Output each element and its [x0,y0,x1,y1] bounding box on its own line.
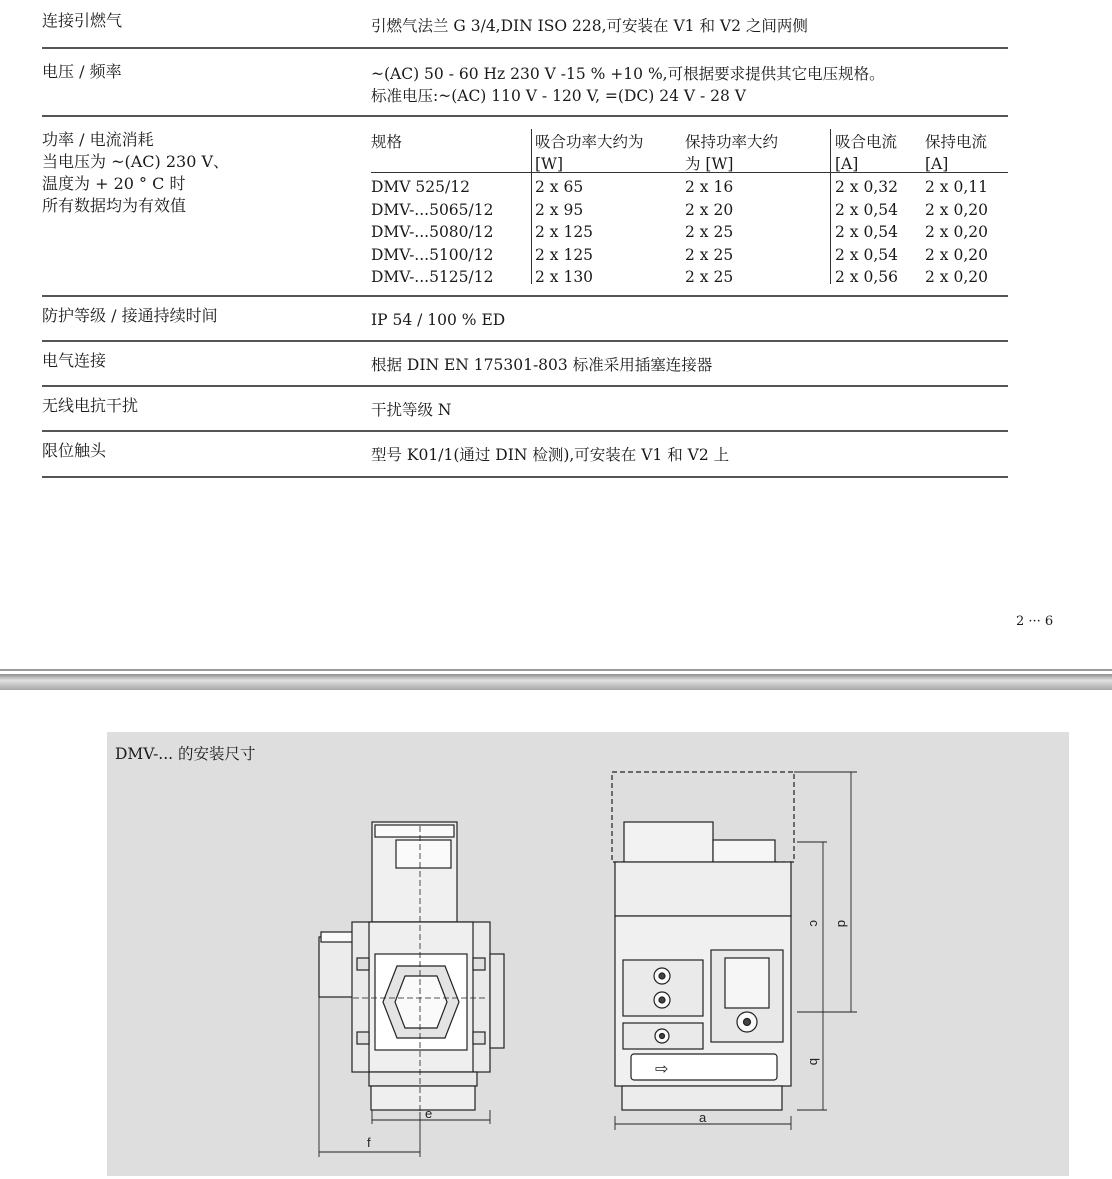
spec-row-limit-switch [42,432,1008,478]
cell-pickup-current: 2 x 0,54 [835,223,898,241]
spec-label: 功率 / 电流消耗 当电压为 ~(AC) 230 V、 温度为 + 20 ° C 时 所有数据均为有效值 [42,130,230,215]
spec-value: 根据 DIN EN 175301-803 标准采用插塞连接器 [371,356,713,374]
cell-holding-current: 2 x 0,20 [925,223,988,241]
cell-holding-power: 2 x 20 [685,200,734,219]
valve-front-view [612,772,794,1110]
page-separator-line [0,669,1112,671]
spec-row-pilot-gas [42,0,1008,49]
cell-pickup-power: 2 x 125 [535,245,594,264]
spec-value: ~(AC) 50 - 60 Hz 230 V -15 % +10 %,可根据要求提供其它电压规格。 标准电压:~(AC) 110 V - 120 V, =(DC) 24 V - 28 V [371,65,885,105]
page-separator-band [0,674,1112,690]
spec-value: 干扰等级 N [371,401,452,419]
dimension-label-e: e [425,1106,433,1121]
col-holding-power [685,131,779,286]
spec-value: 引燃气法兰 G 3/4,DIN ISO 228,可安装在 V1 和 V2 之间两侧 [371,17,808,35]
column-divider [830,129,831,284]
valve-side-view [319,822,504,1112]
cell-pickup-power: 2 x 125 [535,223,594,241]
spec-row-interference [42,387,1008,432]
flow-arrow-icon: ⇨ [655,1059,669,1078]
cell-pickup-current: 2 x 0,54 [835,245,898,264]
cell-spec: DMV-...5100/12 [371,245,494,264]
header-holding-current: 保持电流 [A] [925,133,988,173]
column-divider [531,129,532,284]
cell-holding-current: 2 x 0,20 [925,245,988,264]
cell-holding-current: 2 x 0,20 [925,200,988,219]
cell-spec: DMV 525/12 [371,178,470,196]
spec-label: 电气连接 [42,351,107,370]
spec-row-power [42,117,1008,297]
cell-spec: DMV-...5080/12 [371,223,494,241]
col-spec [371,131,494,286]
cell-holding-current: 2 x 0,20 [925,268,988,286]
spec-label: 连接引燃气 [42,11,123,30]
cell-pickup-current: 2 x 0,32 [835,178,898,196]
header-pickup-power: 吸合功率大约为 [W] [535,133,644,173]
spec-row-electrical [42,342,1008,387]
col-pickup-power [535,131,644,286]
dimension-label-a: a [699,1110,707,1125]
valve-dimension-drawing [107,732,1069,1176]
spec-label: 无线电抗干扰 [42,396,139,415]
dimension-label-d: d [835,920,850,928]
header-holding-power: 保持功率大约 为 [W] [685,133,779,173]
table-header-rule [371,172,1008,173]
spec-value: IP 54 / 100 % ED [371,311,506,329]
cell-holding-current: 2 x 0,11 [925,178,988,196]
spec-value: 型号 K01/1(通过 DIN 检测),可安装在 V1 和 V2 上 [371,446,730,464]
cell-spec: DMV-...5065/12 [371,200,494,219]
cell-holding-power: 2 x 16 [685,178,734,196]
col-holding-current [925,131,988,286]
spec-label: 电压 / 频率 [42,62,122,81]
cell-pickup-power: 2 x 95 [535,200,584,219]
page-number: 2 ··· 6 [1016,614,1054,629]
col-pickup-current [835,131,898,286]
cell-holding-power: 2 x 25 [685,245,734,264]
spec-table [42,0,1008,478]
spec-label: 限位触头 [42,441,107,460]
drawing-title: DMV-... 的安装尺寸 [115,745,256,763]
spec-label: 防护等级 / 接通持续时间 [42,306,218,325]
dimension-label-c: c [807,920,822,927]
cell-pickup-current: 2 x 0,56 [835,268,898,286]
cell-holding-power: 2 x 25 [685,223,734,241]
dimension-label-f: f [367,1135,371,1150]
dimension-drawing-panel [107,732,1069,1176]
dimension-label-b: b [807,1058,822,1066]
header-spec: 规格 [371,133,403,151]
cell-pickup-current: 2 x 0,54 [835,200,898,219]
cell-pickup-power: 2 x 65 [535,178,584,196]
cell-pickup-power: 2 x 130 [535,268,594,286]
header-pickup-current: 吸合电流 [A] [835,133,898,173]
cell-holding-power: 2 x 25 [685,268,734,286]
spec-row-protection [42,297,1008,342]
cell-spec: DMV-...5125/12 [371,268,494,286]
spec-row-voltage [42,49,1008,117]
